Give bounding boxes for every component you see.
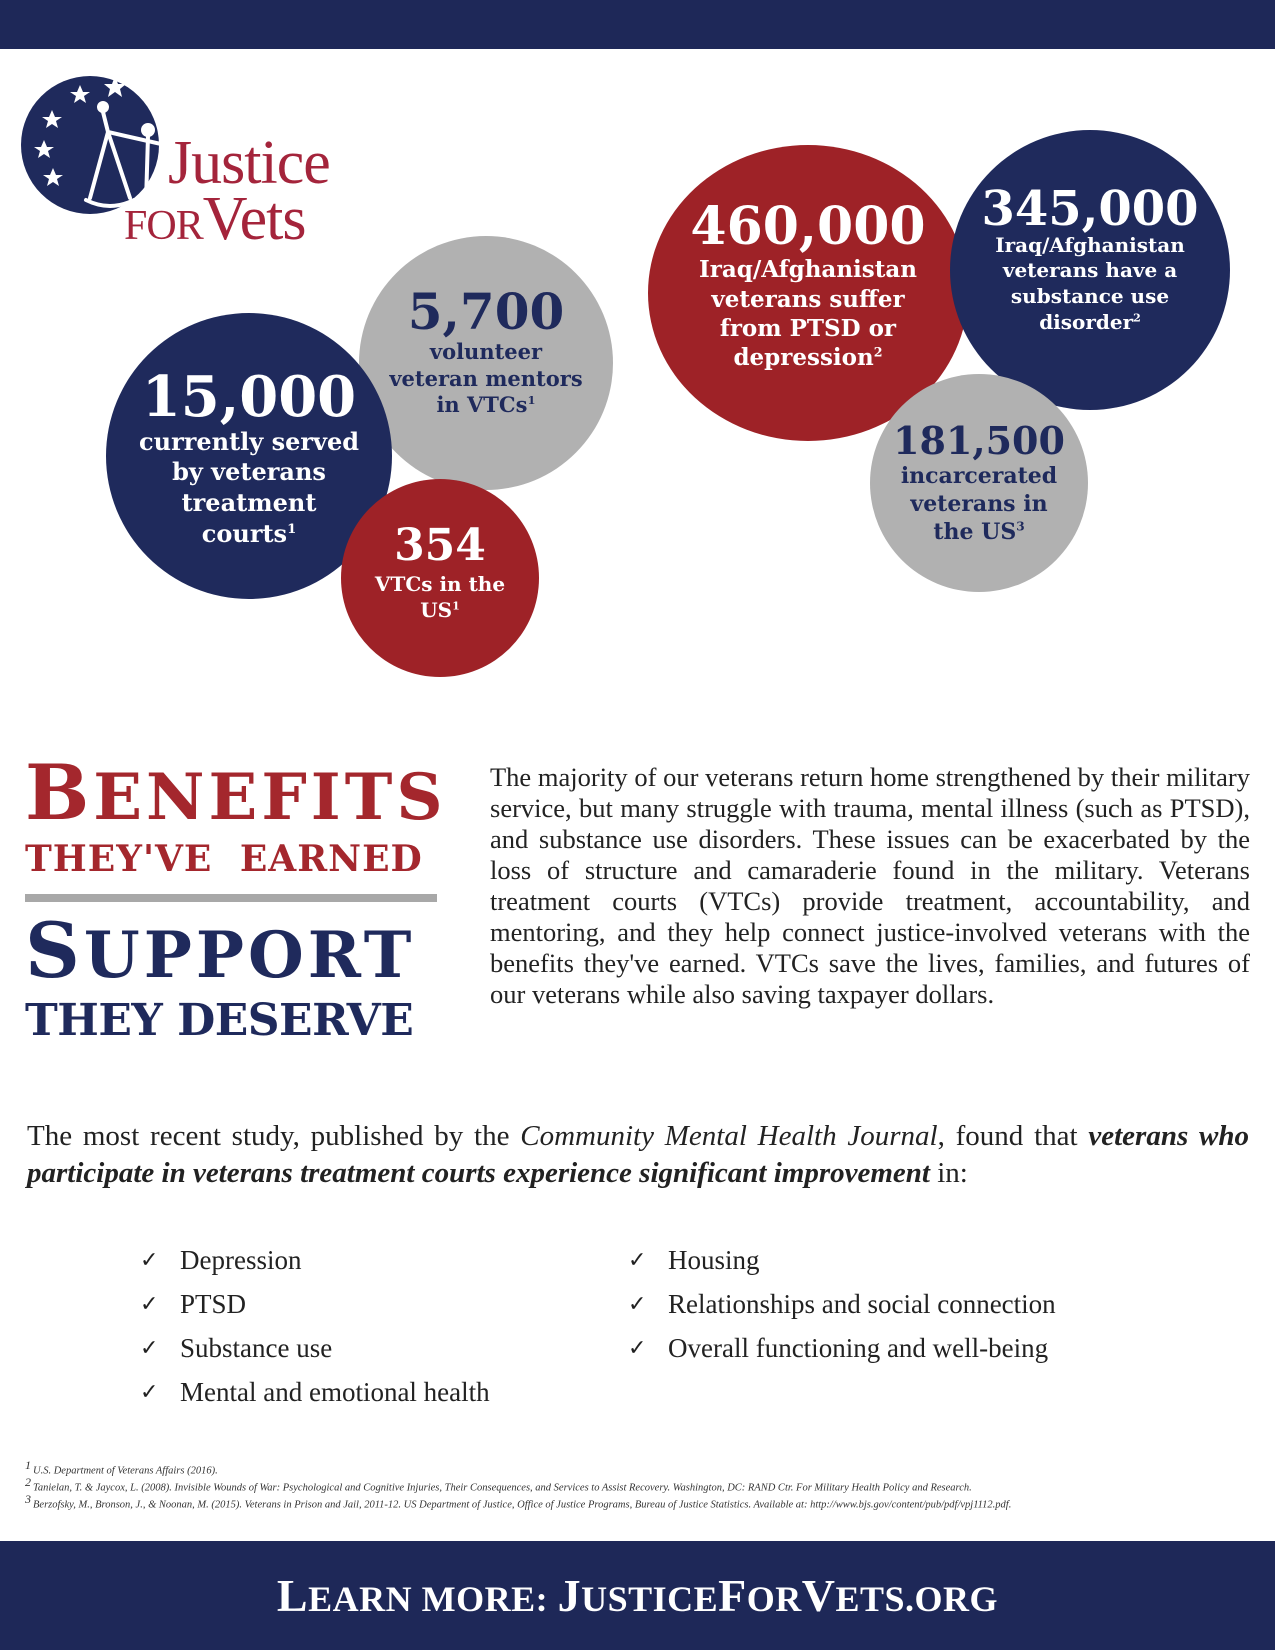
headline-theyve-earned: THEY'VE EARNED	[25, 838, 423, 880]
check-icon: ✓	[140, 1291, 159, 1316]
study-summary: The most recent study, published by the Community Mental Health Journal, found that veterans who participate in veterans treatment courts experience significant improvement in:	[27, 1120, 1249, 1189]
justice-for-vets-logo	[20, 70, 420, 260]
stat-bubble-substance-use	[950, 130, 1230, 410]
list-item: ✓ Overall functioning and well-being	[628, 1332, 1049, 1363]
check-icon: ✓	[140, 1247, 159, 1272]
improvement-list-right	[628, 1238, 1056, 1370]
check-icon: ✓	[628, 1335, 647, 1360]
footnote-ref: 2	[1133, 310, 1141, 324]
footnote-ref: 1	[527, 393, 536, 408]
list-item: ✓ PTSD	[140, 1288, 247, 1319]
journal-title: Community Mental Health Journal	[520, 1120, 938, 1152]
stat-number: 5,700	[407, 281, 565, 341]
footnote-ref: 1	[452, 599, 460, 613]
learn-more-link[interactable]: LEARN MORE: JUSTICEFORVETS.ORG	[276, 1570, 999, 1621]
list-item: ✓ Substance use	[140, 1332, 333, 1363]
stat-bubble-incarcerated	[870, 374, 1088, 592]
headline-they-deserve: THEY DESERVE	[25, 995, 414, 1046]
footnote-ref: 1	[287, 521, 297, 537]
headline-divider	[25, 894, 437, 902]
study-finding-emphasis: veterans who participate in veterans treatment courts experience significant improvement	[27, 1120, 1249, 1189]
list-item: ✓ Mental and emotional health	[140, 1376, 490, 1407]
logo-wordmark-justice: Justice	[168, 129, 330, 197]
intro-paragraph: The majority of our veterans return home strengthened by their military service, but many struggle with trauma, mental illness (such as PTSD), and substance use disorders. These issues can be exacerbated by the loss of structure and camaraderie found in the military. Veterans treatment courts (VTCs) provide treatment, accountability, and mentoring, and they help connect justice-involved veterans with the benefits they've earned. VTCs save the lives, families, and futures of our veterans while also saving taxpayer dollars.	[490, 762, 1250, 1009]
footnote-ref: 3	[1016, 519, 1025, 534]
stat-bubble-vtc-count	[341, 479, 539, 677]
check-icon: ✓	[140, 1335, 159, 1360]
stat-description: currently served by veterans treatment courts$^1$	[139, 426, 359, 548]
footnote-ref: 2	[873, 344, 883, 360]
stat-number: 354	[394, 520, 486, 572]
bottom-cta-bar	[0, 1541, 1275, 1650]
stat-number: 345,000	[981, 180, 1199, 237]
stat-bubble-volunteer-mentors	[359, 236, 613, 490]
stat-description: incarcerated veterans in the $US^3$	[900, 462, 1058, 546]
footnotes	[25, 1460, 1250, 1511]
stat-number: 181,500	[893, 417, 1065, 463]
stat-description: Iraq/Afghanistan veterans have a substance use disorder$^2$	[995, 232, 1185, 334]
footnote-2: 2 Tanielan, T. & Jaycox, L. (2008). Invisible Wounds of War: Psychological and Cognitive Injuries, Their Consequences, and Services to Assist Recovery. Washington, DC: RAND Ctr. For Military Health Policy and Research.	[25, 1475, 972, 1494]
list-item: ✓ Depression	[140, 1244, 302, 1275]
stat-description: Iraq/Afghanistan veterans suffer from PTSD or depression$^2$	[699, 256, 917, 372]
list-item: ✓ Housing	[628, 1244, 760, 1275]
check-icon: ✓	[140, 1379, 159, 1404]
stat-description: VTCs in the $US^1$	[374, 572, 506, 622]
stat-number: 460,000	[690, 196, 926, 258]
logo-wordmark-for-vets: FORVets	[124, 185, 306, 253]
headline-support: SUPPORT	[25, 906, 416, 995]
improvement-list-left	[140, 1238, 490, 1414]
list-item: ✓ Relationships and social connection	[628, 1288, 1056, 1319]
stat-number: 15,000	[141, 363, 357, 430]
footnote-1: 1 U.S. Department of Veterans Affairs (2016).	[25, 1458, 218, 1477]
headline-benefits: BENEFITS	[25, 748, 447, 837]
check-icon: ✓	[628, 1247, 647, 1272]
footnote-3: 3 Berzofsky, M., Bronson, J., & Noonan, M. (2015). Veterans in Prison and Jail, 2011-12. US Department of Justice, Office of Justice Programs, Bureau of Justice Statistics. Available at: http://www.bjs.gov/content/pub/pdf/vpj1112.pdf.	[25, 1492, 1012, 1511]
top-banner-bar	[0, 0, 1275, 49]
check-icon: ✓	[628, 1291, 647, 1316]
stat-description: volunteer veteran mentors in VTCs$^1$	[389, 338, 583, 418]
